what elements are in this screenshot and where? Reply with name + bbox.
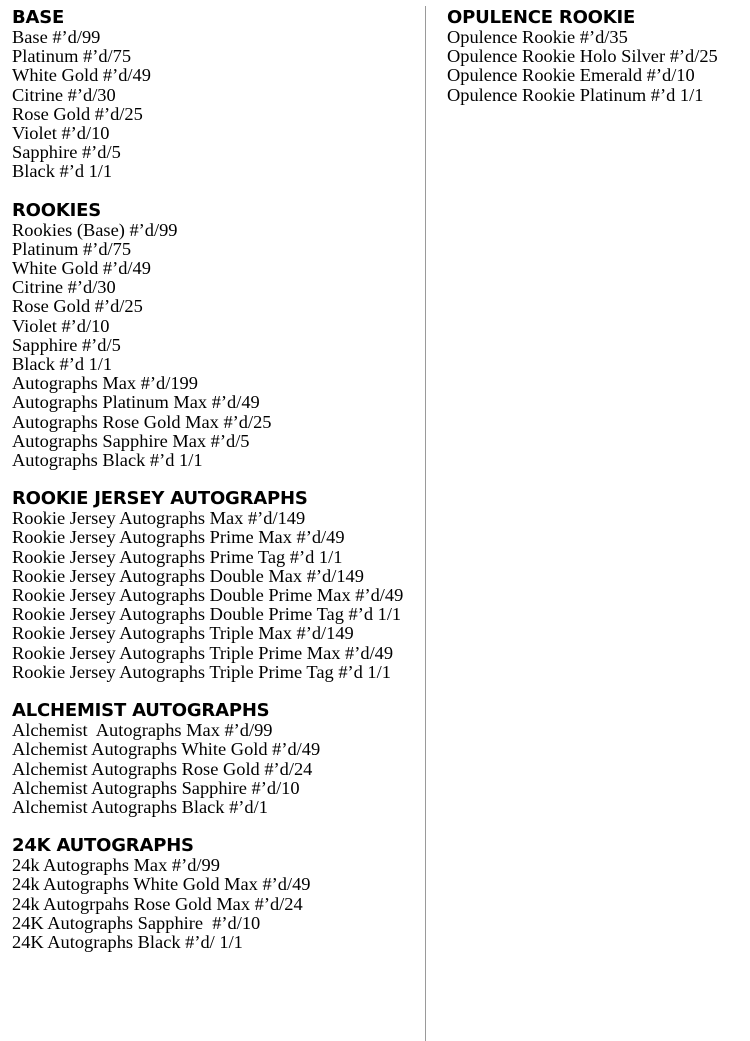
list-item: Opulence Rookie Platinum #’d 1/1: [447, 84, 704, 105]
right-column: [447, 8, 747, 124]
list-item: Citrine #’d/30: [12, 277, 116, 298]
section-opulence-rookie: [447, 8, 747, 105]
section-base: [12, 8, 412, 182]
list-item: 24k Autographs Max #’d/99: [12, 855, 220, 876]
section-title: ROOKIES: [12, 199, 101, 221]
list-item: Rookie Jersey Autographs Triple Max #’d/149: [12, 623, 354, 644]
item-list: [12, 28, 412, 182]
section-rookie-jersey-autographs: [12, 489, 412, 682]
list-item: Violet #’d/10: [12, 123, 110, 144]
section-alchemist-autographs: [12, 701, 412, 817]
section-title: BASE: [12, 7, 65, 28]
list-item: Platinum #’d/75: [12, 238, 132, 259]
item-list: [447, 28, 747, 105]
list-item: 24K Autographs Sapphire #’d/10: [12, 912, 261, 933]
list-item: Rookie Jersey Autographs Prime Max #’d/49: [12, 527, 345, 548]
section-title: ROOKIE JERSEY AUTOGRAPHS: [12, 488, 308, 510]
list-item: Autographs Platinum Max #’d/49: [12, 392, 260, 413]
list-item: Opulence Rookie Holo Silver #’d/25: [447, 46, 718, 67]
list-item: Rookie Jersey Autographs Double Prime Tag #’d 1/1: [12, 604, 402, 625]
list-item: Opulence Rookie #’d/35: [447, 27, 628, 47]
list-item: Rookie Jersey Autographs Double Prime Max #’d/49: [12, 585, 404, 606]
list-item: 24K Autographs Black #’d/ 1/1: [12, 931, 243, 952]
list-item: Rookie Jersey Autographs Max #’d/149: [12, 508, 306, 529]
section-title: 24K AUTOGRAPHS: [12, 835, 194, 857]
list-item: Autographs Max #’d/199: [12, 373, 198, 394]
list-item: Base #’d/99: [12, 27, 101, 47]
list-item: Violet #’d/10: [12, 315, 110, 336]
section-title: ALCHEMIST AUTOGRAPHS: [12, 700, 270, 722]
list-item: Autographs Rose Gold Max #’d/25: [12, 411, 272, 432]
list-item: Rose Gold #’d/25: [12, 103, 143, 124]
list-item: White Gold #’d/49: [12, 258, 151, 279]
list-item: Rookie Jersey Autographs Prime Tag #’d 1/1: [12, 546, 343, 567]
list-item: Alchemist Autographs Sapphire #’d/10: [12, 777, 300, 798]
item-list: [12, 221, 412, 471]
list-item: Alchemist Autographs Max #’d/99: [12, 720, 273, 741]
list-item: Platinum #’d/75: [12, 46, 132, 67]
list-item: Rose Gold #’d/25: [12, 296, 143, 317]
list-item: Black #’d 1/1: [12, 354, 113, 375]
list-item: Rookie Jersey Autographs Double Max #’d/149: [12, 565, 364, 586]
list-item: Rookie Jersey Autographs Triple Prime Tag #’d 1/1: [12, 661, 391, 682]
list-item: Rookie Jersey Autographs Triple Prime Max #’d/49: [12, 642, 394, 663]
list-item: Sapphire #’d/5: [12, 334, 121, 355]
column-divider: [425, 6, 426, 1041]
list-item: 24k Autographs White Gold Max #’d/49: [12, 874, 311, 895]
item-list: [12, 509, 412, 682]
list-item: Citrine #’d/30: [12, 84, 116, 105]
section-rookies: [12, 201, 412, 471]
list-item: 24k Autogrpahs Rose Gold Max #’d/24: [12, 893, 303, 914]
list-item: Autographs Black #’d 1/1: [12, 450, 203, 471]
list-item: Alchemist Autographs Rose Gold #’d/24: [12, 758, 313, 779]
list-item: Opulence Rookie Emerald #’d/10: [447, 65, 695, 86]
list-item: Autographs Sapphire Max #’d/5: [12, 430, 250, 451]
list-item: Black #’d 1/1: [12, 161, 113, 182]
item-list: [12, 721, 412, 817]
section-24k-autographs: [12, 836, 412, 952]
list-item: Sapphire #’d/5: [12, 142, 121, 163]
left-column: [12, 8, 412, 971]
list-item: White Gold #’d/49: [12, 65, 151, 86]
list-item: Rookies (Base) #’d/99: [12, 219, 178, 240]
list-item: Alchemist Autographs Black #’d/1: [12, 796, 268, 817]
section-title: OPULENCE ROOKIE: [447, 7, 636, 28]
list-item: Alchemist Autographs White Gold #’d/49: [12, 739, 321, 760]
item-list: [12, 856, 412, 952]
